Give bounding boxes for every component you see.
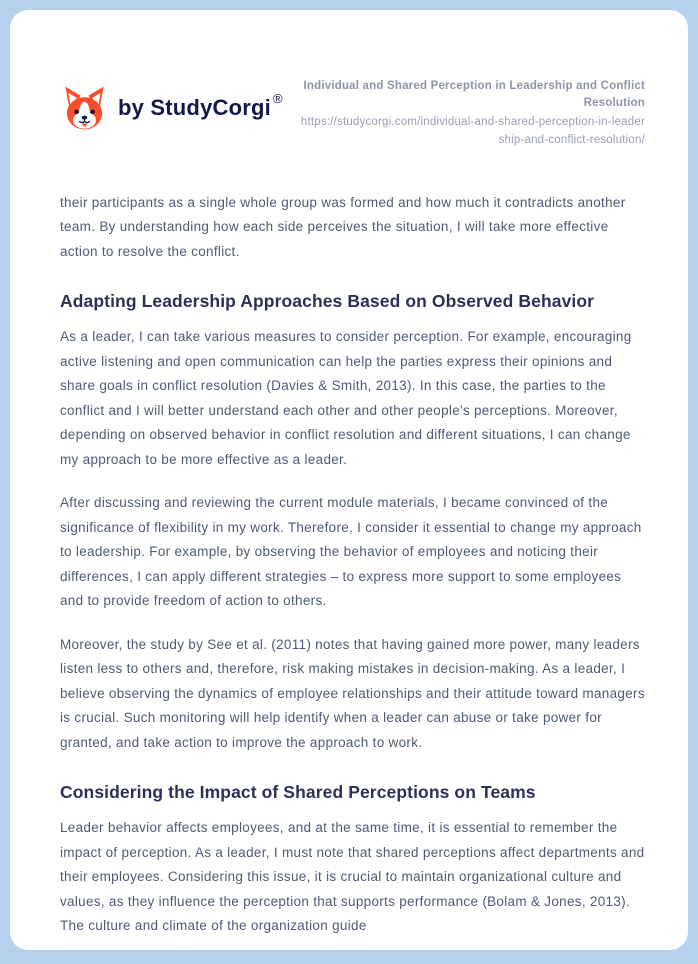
corgi-logo-icon xyxy=(60,80,109,136)
paragraph-continuation: their participants as a single whole group was formed and how much it contradicts another team. By understanding how each side perceives the situation, I will take more effective action to resolve the conflict. xyxy=(60,194,626,259)
paragraph: As a leader, I can take various measures to consider perception. For example, encouraging active listening and open communication can help the parties express their opinions and share goals in conflict resolution (Davies & Smith, 2013). In this case, the parties to the conflict and I will better understand each other and other people's perceptions. Moreover, depending on observed behavior in conflict resolution and different situations, I can change my approach to be more effective as a leader. xyxy=(60,329,632,467)
section-heading-shared-perceptions: Considering the Impact of Shared Perceptions on Teams xyxy=(60,782,536,803)
paragraph: Moreover, the study by See et al. (2011) notes that having gained more power, many leaders listen less to others and, therefore, risk making mistakes in decision-making. As a leader, I believe observing the dynamics of employee relationships and their attitude toward managers is crucial. Such monitoring will help identify when a leader can abuse or take power for granted, and take action to improve the approach to work. xyxy=(60,636,645,750)
paragraph: After discussing and reviewing the current module materials, I became convinced of the significance of flexibility in my work. Therefore, I consider it essential to change my approach to leadership. For example, by observing the behavior of employees and noticing their differences, I can apply different strategies – to express more support to some employees and to provide freedom of action to others. xyxy=(60,495,642,609)
document-header xyxy=(60,74,645,149)
doc-title: Individual and Shared Perception in Leadership and Conflict Resolution xyxy=(303,80,645,109)
doc-url: https://studycorgi.com/individual-and-shared-perception-in-leadership-and-conflict-resolution/ xyxy=(300,116,645,146)
brand-name xyxy=(118,91,283,121)
paragraph: Leader behavior affects employees, and at the same time, it is essential to remember the impact of perception. As a leader, I must note that shared perceptions affect departments and their employees. Considering this issue, it is crucial to maintain organizational culture and values, as they influence the perception that supports performance (Bolam & Jones, 2013). The culture and climate of the organization guide xyxy=(60,820,645,934)
article-body xyxy=(60,191,645,939)
registered-trademark: ® xyxy=(272,91,283,106)
document-meta xyxy=(300,74,645,149)
section-heading-adapting-leadership: Adapting Leadership Approaches Based on Observed Behavior xyxy=(60,291,595,312)
brand-logo xyxy=(60,80,283,136)
document-card xyxy=(10,10,688,950)
brand-name-text: by StudyCorgi xyxy=(118,95,271,120)
